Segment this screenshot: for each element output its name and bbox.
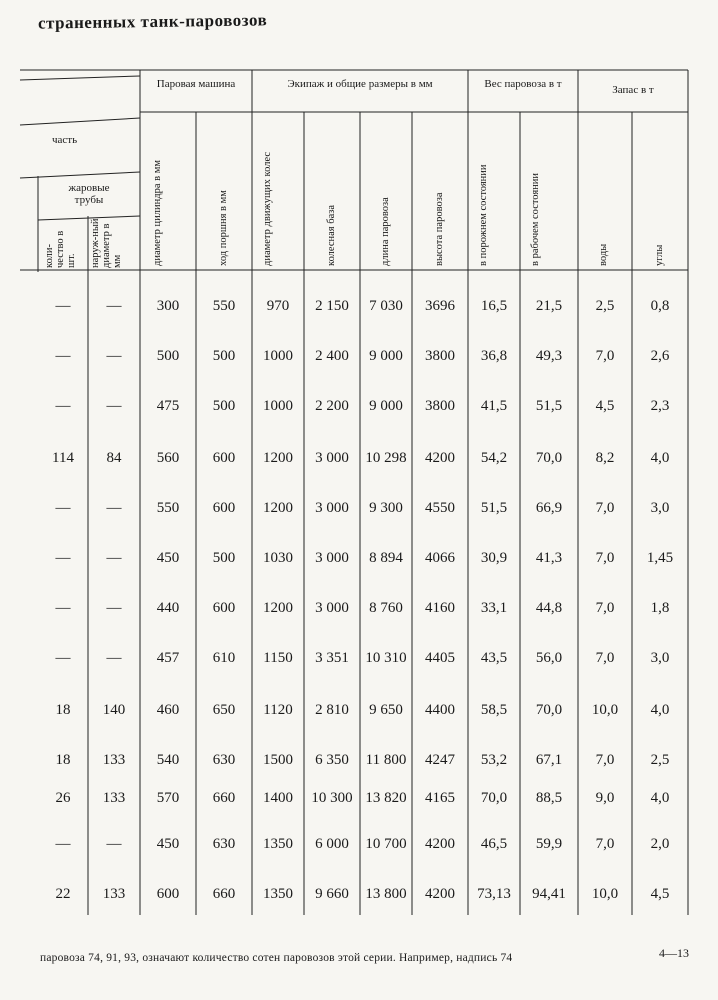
table-cell: 4200 xyxy=(425,886,455,902)
table-cell: 9 650 xyxy=(369,702,403,718)
table-cell: 7,0 xyxy=(595,500,615,516)
header-vody: воды xyxy=(598,243,609,266)
table-cell: 550 xyxy=(212,298,236,314)
table-cell: 9,0 xyxy=(595,790,615,806)
table-cell: 610 xyxy=(212,650,236,666)
table-cell: 4160 xyxy=(425,600,455,616)
table-cell: — xyxy=(106,836,122,852)
table-cell: 3800 xyxy=(425,348,455,364)
table-cell: 660 xyxy=(212,790,236,806)
table-cell: 33,1 xyxy=(480,600,508,616)
header-ves-parovoza: Вес паровоза в т xyxy=(484,78,562,90)
table-cell: 13 820 xyxy=(365,790,407,806)
table-cell: 1000 xyxy=(263,398,293,414)
table-cell: 7,0 xyxy=(595,348,615,364)
table-cell: 8,2 xyxy=(595,450,615,466)
header-zharovye-truby: жаровые трубы xyxy=(68,182,110,206)
table-cell: 6 350 xyxy=(315,752,349,768)
table-cell: 67,1 xyxy=(535,752,563,768)
table-cell: 3 000 xyxy=(315,500,349,516)
table-cell: 3,0 xyxy=(650,500,670,516)
table-cell: 4,5 xyxy=(650,886,670,902)
table-cell: 58,5 xyxy=(480,702,508,718)
table-cell: 500 xyxy=(212,348,236,364)
table-cell: 10 300 xyxy=(311,790,353,806)
table-cell: 500 xyxy=(156,348,180,364)
header-vysota: высота паровоза xyxy=(434,192,445,266)
table-cell: 70,0 xyxy=(535,702,563,718)
table-cell: 4,0 xyxy=(650,702,670,718)
table-cell: 3696 xyxy=(425,298,455,314)
table-cell: 70,0 xyxy=(535,450,563,466)
table-cell: 600 xyxy=(212,450,236,466)
header-kolesnaya-baza: колесная база xyxy=(326,204,337,266)
table-cell: 30,9 xyxy=(480,550,508,566)
table-cell: 53,2 xyxy=(480,752,508,768)
table-cell: 10 310 xyxy=(365,650,407,666)
header-kolichestvo: коли-чество в шт. xyxy=(44,230,77,268)
table-cell: 9 660 xyxy=(315,886,349,902)
table-cell: 13 800 xyxy=(365,886,407,902)
table-cell: 4,0 xyxy=(650,790,670,806)
header-hod-porshnya: ход поршня в мм xyxy=(218,190,229,266)
table-cell: 630 xyxy=(212,836,236,852)
table-cell: — xyxy=(55,298,71,314)
table-cell: 3 000 xyxy=(315,450,349,466)
table-cell: 16,5 xyxy=(480,298,508,314)
table-cell: 10 700 xyxy=(365,836,407,852)
table-cell: 49,3 xyxy=(535,348,563,364)
table-cell: 18 xyxy=(55,752,71,768)
table-cell: 1000 xyxy=(263,348,293,364)
table-cell: 2 200 xyxy=(315,398,349,414)
table-cell: 1200 xyxy=(263,500,293,516)
table-cell: 450 xyxy=(156,550,180,566)
header-diametr-kolyos: диаметр движущих колес xyxy=(262,151,273,266)
table-cell: 133 xyxy=(102,886,126,902)
table-cell: — xyxy=(106,500,122,516)
table-cell: 460 xyxy=(156,702,180,718)
table-cell: — xyxy=(55,348,71,364)
table-cell: 0,8 xyxy=(650,298,670,314)
table-cell: 94,41 xyxy=(532,886,566,902)
table-cell: 18 xyxy=(55,702,71,718)
table-cell: 114 xyxy=(52,450,74,466)
footer-text: паровоза 74, 91, 93, означают количество сотен паровозов этой серии. Например, надпись 74 xyxy=(40,952,513,964)
table-cell: 8 760 xyxy=(369,600,403,616)
table-cell: — xyxy=(55,500,71,516)
table-cell: 133 xyxy=(102,790,126,806)
table-cell: — xyxy=(55,550,71,566)
table-cell: 1,45 xyxy=(646,550,674,566)
table-cell: 4247 xyxy=(425,752,455,768)
table-cell: 4200 xyxy=(425,450,455,466)
table-cell: — xyxy=(106,600,122,616)
table-cell: — xyxy=(106,550,122,566)
header-porozhnem: в порожнем состоянии xyxy=(478,164,489,266)
table-cell: 4200 xyxy=(425,836,455,852)
header-zapas: Запас в т xyxy=(612,84,654,96)
table-cell: 51,5 xyxy=(535,398,563,414)
table-cell: 7,0 xyxy=(595,650,615,666)
table-cell: 3 000 xyxy=(315,550,349,566)
table-cell: 26 xyxy=(55,790,71,806)
table-cell: 500 xyxy=(212,550,236,566)
table-cell: 8 894 xyxy=(369,550,403,566)
table-cell: 660 xyxy=(212,886,236,902)
table-cell: 56,0 xyxy=(535,650,563,666)
header-chast: часть xyxy=(52,134,78,146)
table-cell: 1200 xyxy=(263,600,293,616)
table-cell: 10,0 xyxy=(591,886,619,902)
table-cell: 4405 xyxy=(425,650,455,666)
table-cell: 630 xyxy=(212,752,236,768)
table-cell: 4165 xyxy=(425,790,455,806)
table-cell: 4,0 xyxy=(650,450,670,466)
table-cell: 4066 xyxy=(425,550,455,566)
table-cell: 560 xyxy=(156,450,180,466)
table-cell: 7,0 xyxy=(595,836,615,852)
table-cell: 21,5 xyxy=(535,298,563,314)
table-cell: 4550 xyxy=(425,500,455,516)
table-cell: 2,5 xyxy=(595,298,615,314)
table-cell: 300 xyxy=(156,298,180,314)
table-cell: 3800 xyxy=(425,398,455,414)
header-dlina: длина паровоза xyxy=(380,197,391,266)
table-cell: 1500 xyxy=(263,752,293,768)
table-cell: 2,3 xyxy=(650,398,670,414)
table-cell: 133 xyxy=(102,752,126,768)
table-cell: 44,8 xyxy=(535,600,563,616)
header-ugly: углы xyxy=(654,244,665,266)
table-cell: — xyxy=(106,398,122,414)
table-cell: — xyxy=(55,836,71,852)
table-cell: 59,9 xyxy=(535,836,563,852)
table-cell: 36,8 xyxy=(480,348,508,364)
header-rabochem: в рабочем состоянии xyxy=(530,172,541,266)
table-cell: 7,0 xyxy=(595,600,615,616)
table-cell: 2 150 xyxy=(315,298,349,314)
table-cell: 3,0 xyxy=(650,650,670,666)
table-cell: 88,5 xyxy=(535,790,563,806)
table-cell: 51,5 xyxy=(480,500,508,516)
table-cell: 66,9 xyxy=(535,500,563,516)
table-cell: 3 351 xyxy=(315,650,349,666)
table-cell: 9 000 xyxy=(369,398,403,414)
table-cell: 2,5 xyxy=(650,752,670,768)
table-cell: — xyxy=(106,298,122,314)
table-cell: 570 xyxy=(156,790,180,806)
table-cell: 22 xyxy=(55,886,71,902)
table-cell: 600 xyxy=(156,886,180,902)
header-parovaya-mashina: Паровая машина xyxy=(156,78,236,90)
header-ekipazh: Экипаж и общие размеры в мм xyxy=(287,78,433,90)
table-cell: 1400 xyxy=(263,790,293,806)
table-cell: — xyxy=(55,600,71,616)
table-cell: 540 xyxy=(156,752,180,768)
table-cell: 2 400 xyxy=(315,348,349,364)
table-cell: 4,5 xyxy=(595,398,615,414)
table-cell: 457 xyxy=(156,650,180,666)
table-cell: 1200 xyxy=(263,450,293,466)
table-cell: 475 xyxy=(156,398,180,414)
table-cell: 1150 xyxy=(263,650,293,666)
table-cell: 46,5 xyxy=(480,836,508,852)
table-cell: 7,0 xyxy=(595,752,615,768)
table-cell: 450 xyxy=(156,836,180,852)
table-cell: 54,2 xyxy=(480,450,508,466)
table-cell: 1,8 xyxy=(650,600,670,616)
table-cell: 9 300 xyxy=(369,500,403,516)
table-cell: 970 xyxy=(266,298,290,314)
table-cell: 140 xyxy=(102,702,126,718)
table-cell: 600 xyxy=(212,600,236,616)
table-cell: — xyxy=(55,650,71,666)
table-cell: — xyxy=(106,348,122,364)
table-cell: 2,0 xyxy=(650,836,670,852)
table-cell: 9 000 xyxy=(369,348,403,364)
table-cell: 2 810 xyxy=(315,702,349,718)
table-cell: 10 298 xyxy=(365,450,407,466)
table-cell: 7 030 xyxy=(369,298,403,314)
table-cell: 600 xyxy=(212,500,236,516)
page-title: страненных танк-паровозов xyxy=(37,10,268,33)
table-cell: 550 xyxy=(156,500,180,516)
table-cell: — xyxy=(106,650,122,666)
header-naruzhny-diametr: наруж-ный диаметр в мм xyxy=(90,218,123,268)
table-cell: 10,0 xyxy=(591,702,619,718)
table-cell: 500 xyxy=(212,398,236,414)
table-cell: 6 000 xyxy=(315,836,349,852)
table-cell: — xyxy=(55,398,71,414)
table-cell: 1030 xyxy=(263,550,293,566)
table-cell: 3 000 xyxy=(315,600,349,616)
table-cell: 2,6 xyxy=(650,348,670,364)
table-cell: 1350 xyxy=(263,836,293,852)
table-cell: 73,13 xyxy=(477,886,511,902)
header-diametr-cilindra: диаметр цилиндра в мм xyxy=(152,160,163,266)
page-number: 4—13 xyxy=(659,946,689,960)
table-cell: 70,0 xyxy=(480,790,508,806)
table-cell: 4400 xyxy=(425,702,455,718)
table-cell: 440 xyxy=(156,600,180,616)
table-cell: 84 xyxy=(106,450,122,466)
table-cell: 43,5 xyxy=(480,650,508,666)
table-cell: 1350 xyxy=(263,886,293,902)
table-cell: 1120 xyxy=(263,702,293,718)
table-cell: 11 800 xyxy=(365,752,407,768)
table-cell: 7,0 xyxy=(595,550,615,566)
table-cell: 41,3 xyxy=(535,550,563,566)
table-cell: 41,5 xyxy=(480,398,508,414)
table-cell: 650 xyxy=(212,702,236,718)
